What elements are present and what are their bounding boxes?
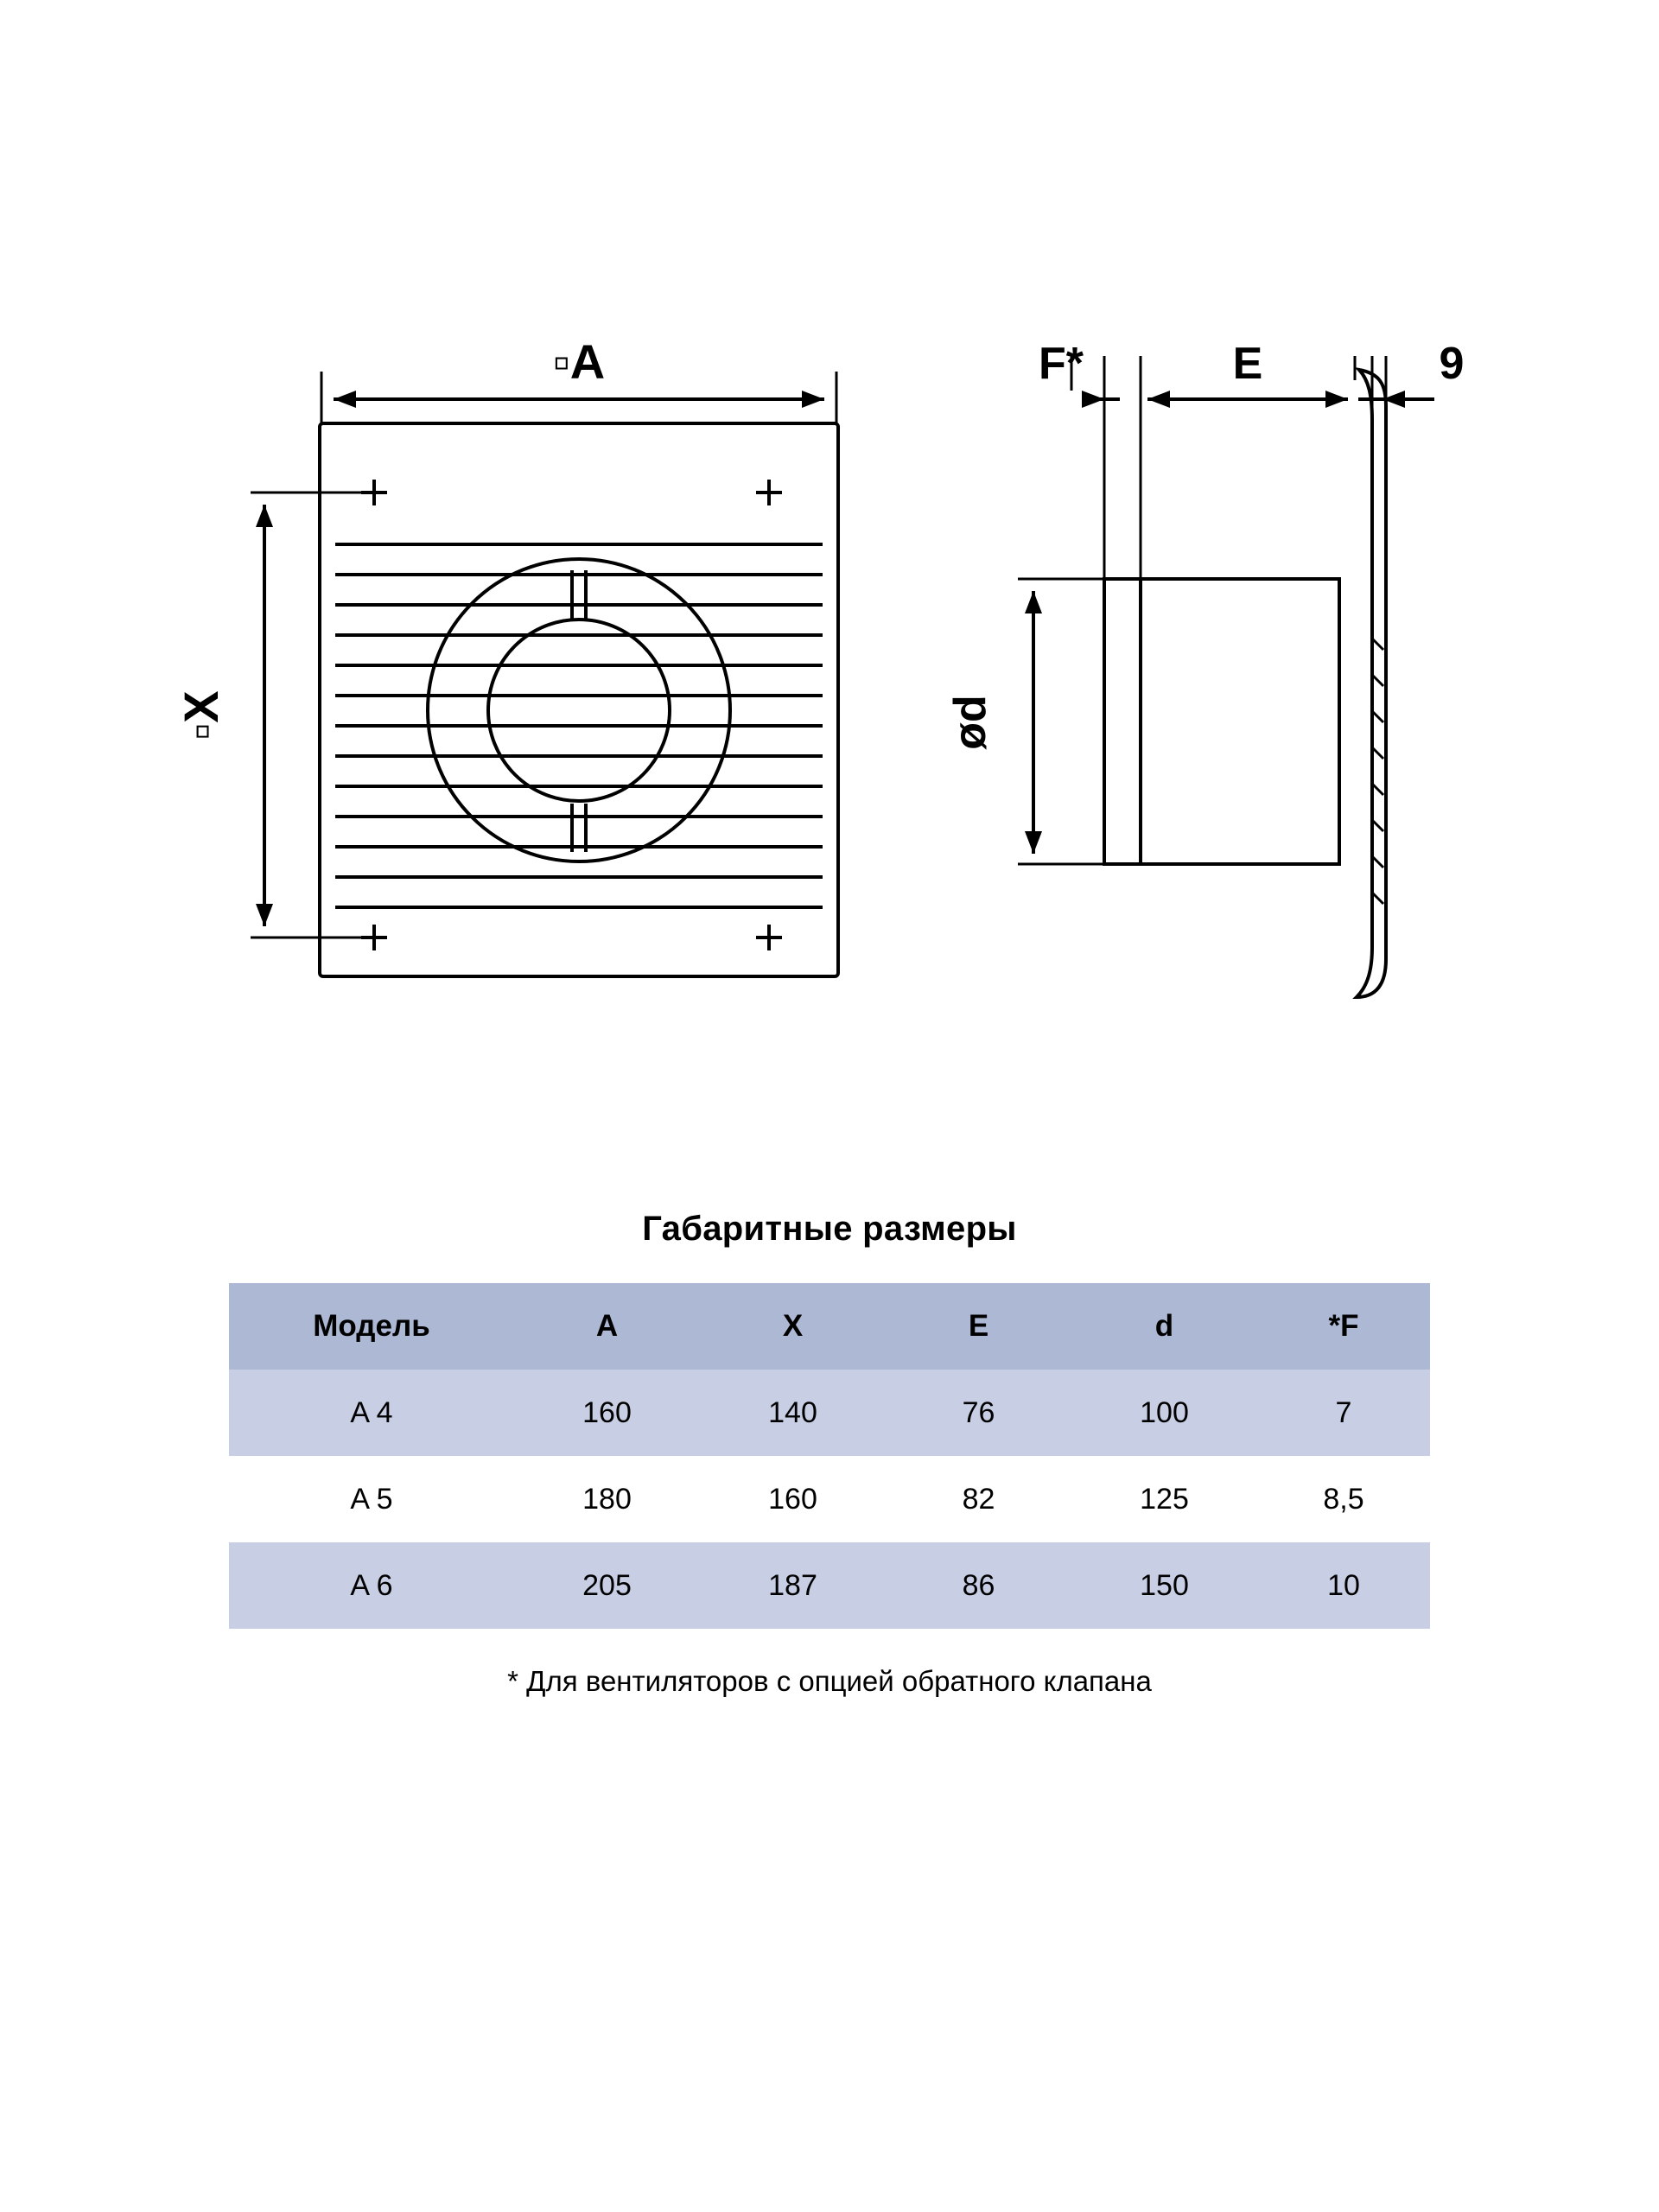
cell-e: 86 [886, 1542, 1071, 1629]
width-arrow-left [334, 391, 356, 408]
cell-a: 205 [514, 1542, 700, 1629]
e-arrow-left [1147, 391, 1170, 408]
cell-a: 160 [514, 1370, 700, 1456]
dimensions-table [229, 1283, 1430, 1629]
cell-f: 8,5 [1257, 1456, 1430, 1542]
f-arrow [1082, 391, 1104, 408]
table-title: Габаритные размеры [642, 1210, 1017, 1248]
width-arrow-right [802, 391, 824, 408]
header-x: X [700, 1283, 886, 1370]
diameter-arrow-bottom [1025, 831, 1042, 854]
hub-bars [572, 570, 586, 852]
label-nine: 9 [1439, 339, 1465, 389]
label-e: E [1232, 339, 1263, 389]
header-f: *F [1257, 1283, 1430, 1370]
header-e: E [886, 1283, 1071, 1370]
cell-model: A 6 [229, 1542, 514, 1629]
corner-mark-bottom-right [756, 925, 782, 950]
cell-f: 7 [1257, 1370, 1430, 1456]
height-arrow-bottom [256, 904, 273, 926]
cell-d: 150 [1071, 1542, 1257, 1629]
diameter-arrow-top [1025, 591, 1042, 613]
table-row [229, 1456, 1430, 1542]
e-arrow-right [1325, 391, 1348, 408]
table-footnote: * Для вентиляторов с опцией обратного клапана [507, 1665, 1152, 1697]
side-view-extension-lines [1071, 356, 1386, 579]
label-diameter: ød [945, 695, 995, 750]
header-model: Модель [229, 1283, 514, 1370]
louver-slats [335, 544, 823, 907]
table-row [229, 1542, 1430, 1629]
header-d: d [1071, 1283, 1257, 1370]
front-view-inner-circle [488, 620, 670, 801]
height-extension-lines [251, 493, 374, 938]
table-row [229, 1370, 1430, 1456]
diameter-extension-lines [1018, 579, 1104, 864]
cell-model: A 5 [229, 1456, 514, 1542]
cell-d: 100 [1071, 1370, 1257, 1456]
label-width: ▫A [552, 334, 606, 389]
label-height: ▫X [174, 690, 228, 741]
cell-a: 180 [514, 1456, 700, 1542]
cell-x: 160 [700, 1456, 886, 1542]
cell-f: 10 [1257, 1542, 1430, 1629]
dimensions-section [0, 1210, 1659, 1698]
corner-mark-top-right [756, 480, 782, 505]
side-view-louvre-ticks [1373, 639, 1383, 904]
cell-x: 187 [700, 1542, 886, 1629]
front-view-body [320, 423, 838, 976]
cell-e: 76 [886, 1370, 1071, 1456]
header-a: A [514, 1283, 700, 1370]
cell-x: 140 [700, 1370, 886, 1456]
cell-e: 82 [886, 1456, 1071, 1542]
height-arrow-top [256, 505, 273, 527]
label-f: F* [1039, 339, 1084, 389]
cell-model: A 4 [229, 1370, 514, 1456]
cell-d: 125 [1071, 1456, 1257, 1542]
table-header-row [229, 1283, 1430, 1370]
